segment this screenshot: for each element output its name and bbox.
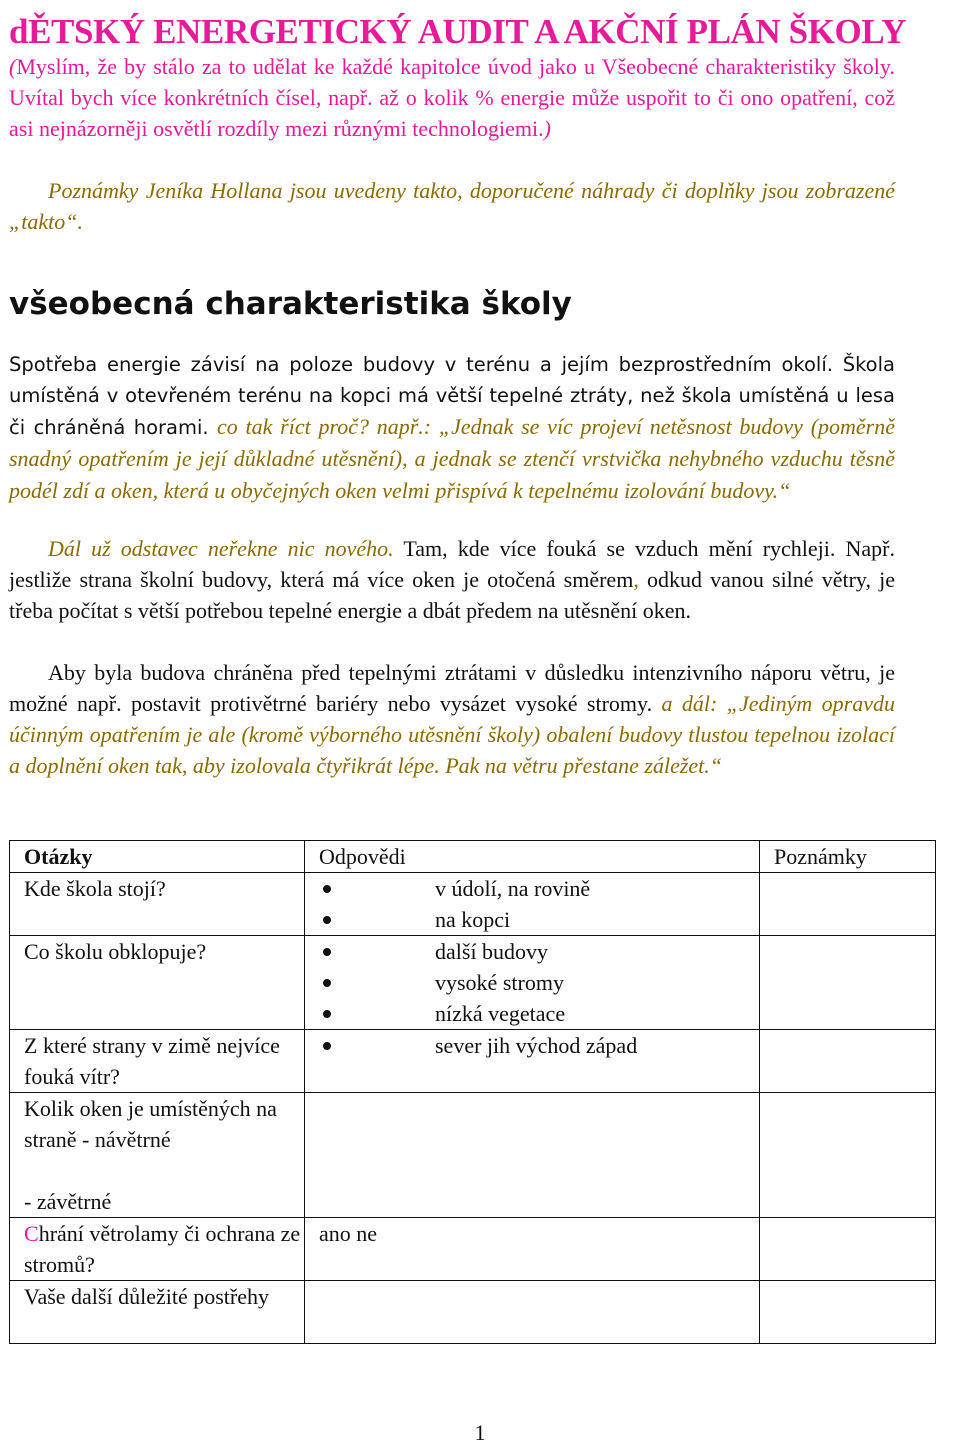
header-answers: Odpovědi (305, 841, 760, 873)
question-cell: Kde škola stojí? (10, 873, 305, 936)
answer-option[interactable]: vysoké stromy (319, 967, 759, 998)
answer-option[interactable]: v údolí, na rovině (319, 873, 759, 904)
bullet-icon (323, 916, 331, 924)
question-cell: Chrání větrolamy či ochrana ze stromů? (10, 1218, 305, 1281)
note-insulation: a dál: „Jediným opravdu účinným opatřením je ale (kromě výborného utěsnění školy) obalení budovy tlustou tepelnou izolací a doplnění oken tak, aby izolovala čtyřikrát lépe. Pak na větru přestane záležet.“ (9, 691, 895, 778)
header-notes: Poznámky (760, 841, 936, 873)
table-row (10, 1281, 936, 1344)
page-number: 1 (474, 1420, 486, 1445)
table-row (10, 1093, 936, 1218)
notes-cell[interactable] (760, 1093, 936, 1218)
answer-cell[interactable]: ano ne (305, 1218, 760, 1281)
table-row (10, 1218, 936, 1281)
answer-option[interactable]: na kopci (319, 904, 759, 935)
answer-cell (305, 936, 760, 1030)
note-no-new: Dál už odstavec neřekne nic nového. (48, 536, 394, 561)
bullet-icon (323, 1042, 331, 1050)
notes-cell[interactable] (760, 1030, 936, 1093)
table-header-row (10, 841, 936, 873)
notes-cell[interactable] (760, 936, 936, 1030)
header-questions: Otázky (10, 841, 305, 873)
section-heading: všeobecná charakteristika školy (9, 286, 572, 322)
notes-cell[interactable] (760, 1281, 936, 1344)
question-cell: Z které strany v zimě nejvíce fouká vítr? (10, 1030, 305, 1093)
question-cell: Vaše další důležité postřehy (10, 1281, 305, 1344)
intro-comment: (Myslím, že by stálo za to udělat ke každé kapitolce úvod jako u Všeobecné charakteristiky školy. Uvítal bych více konkrétních čísel, např. až o kolik % energie může uspořit to či ono opatření, což asi nejnázorněji osvětlí rozdíly mezi různými technologiemi.) (9, 54, 895, 141)
question-cell: Kolik oken je umístěných na straně - návětrné - závětrné (10, 1093, 305, 1218)
answer-option[interactable]: sever jih východ západ (319, 1030, 759, 1061)
bullet-icon (323, 1010, 331, 1018)
answer-cell (305, 1030, 760, 1093)
bullet-icon (323, 948, 331, 956)
questionnaire-table (9, 840, 936, 1344)
note-why: co tak říct proč? např.: „Jednak se víc projeví netěsnost budovy (poměrně snadný opatřením je její důkladné utěsnění), a jednak se ztenčí vrstvička nehybného vzduchu těsně podél zdí a oken, která u obyčejných oken velmi přispívá k tepelnému izolování budovy.“ (9, 414, 895, 503)
table-row (10, 873, 936, 936)
answer-option[interactable]: nízká vegetace (319, 998, 759, 1029)
notes-cell[interactable] (760, 873, 936, 936)
paragraph-barriers: Aby byla budova chráněna před tepelnými ztrátami v důsledku intenzivního náporu větru, je možné např. postavit protivětrné bariéry nebo vysázet vysoké stromy. a dál: „Jediným opravdu účinným opatřením je ale (kromě výborného utěsnění školy) obalení budovy tlustou tepelnou izolací a doplnění oken tak, aby izolovala čtyřikrát lépe. Pak na větru přestane záležet.“ (9, 660, 895, 778)
bullet-icon (323, 885, 331, 893)
question-cell: Co školu obklopuje? (10, 936, 305, 1030)
answer-cell[interactable] (305, 1281, 760, 1344)
table-row (10, 1030, 936, 1093)
answer-option[interactable]: další budovy (319, 936, 759, 967)
answer-cell (305, 873, 760, 936)
notes-cell[interactable] (760, 1218, 936, 1281)
table-row (10, 936, 936, 1030)
answer-cell[interactable] (305, 1093, 760, 1218)
paragraph-wind: Dál už odstavec neřekne nic nového. Tam, kde více fouká se vzduch mění rychleji. Např. jestliže strana školní budovy, která má více oken je otočená směrem, odkud vanou silné větry, je třeba počítat s větší potřebou tepelné energie a dbát předem na utěsnění oken. (9, 536, 895, 623)
document-title: dĚTSKÝ ENERGETICKÝ AUDIT A AKČNÍ PLÁN ŠKOLY (9, 12, 906, 51)
notes-legend: Poznámky Jeníka Hollana jsou uvedeny takto, doporučené náhrady či doplňky jsou zobrazené „takto“. (9, 178, 895, 234)
paragraph-location: Spotřeba energie závisí na poloze budovy v terénu a jejím bezprostředním okolí. Škola umístěná v otevřeném terénu na kopci má větší tepelné ztráty, než škola umístěná u lesa či chráněná horami. co tak říct proč? např.: „Jednak se víc projeví netěsnost budovy (poměrně snadný opatřením je její důkladné utěsnění), a jednak se ztenčí vrstvička nehybného vzduchu těsně podél zdí a oken, která u obyčejných oken velmi přispívá k tepelnému izolování budovy.“ (9, 353, 895, 503)
bullet-icon (323, 979, 331, 987)
